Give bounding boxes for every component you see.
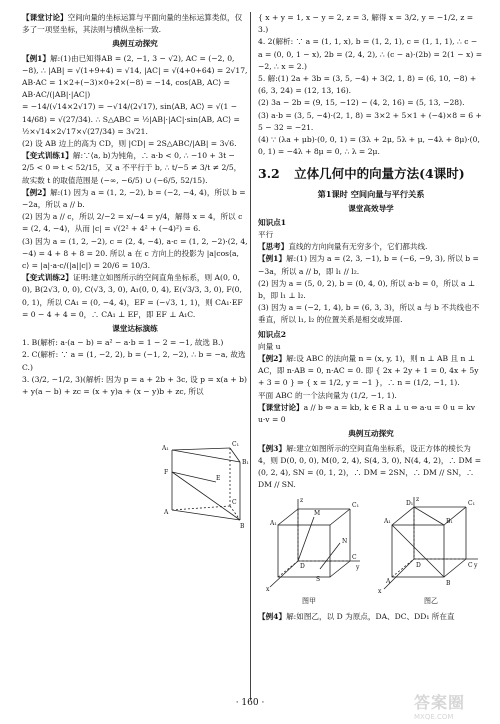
cube-edge <box>278 509 298 525</box>
cube-edge <box>392 507 414 525</box>
paragraph-tag: 【变式训练1】 <box>22 151 73 161</box>
watermark-logo <box>414 690 494 720</box>
paragraph-text: { x + y = 1, x − y = 2, z = 3, 解得 x = 3/2, y = −1/2, z = 3.) <box>258 13 474 35</box>
fig-label: z <box>416 496 420 504</box>
cube-edge <box>392 525 444 577</box>
cube-edge <box>444 559 466 577</box>
watermark-main: 答案圈 <box>414 693 466 712</box>
paragraph-text: 解:(1) 因为 a = (2, 3, −1), b = (−6, −9, 3), 所以 b = −3a，所以 a // b，即 l₁ // l₂. <box>258 254 479 276</box>
fig-label: C <box>352 554 357 562</box>
paragraph-text: (2) 因为 a = (5, 0, 2), b = (0, 4, 0), 所以 a·b = 0，所以 a ⊥ b，即 l₁ ⊥ l₂. <box>258 278 476 301</box>
left-column <box>22 12 248 398</box>
paragraph <box>258 278 484 302</box>
paragraph-text: a // b ⇔ a = kb, k ∈ R a ⊥ u ⇔ a·u = 0 u = kv u·v = 0 <box>258 402 476 425</box>
prism-edge <box>172 448 230 450</box>
paragraph-tag: 【例3】 <box>258 443 287 453</box>
fig-label: D <box>300 563 305 571</box>
axis-line <box>270 561 298 587</box>
paragraph-text: 解:(1)由已知得AB = (2, −1, 3 − √2), AC = (−2, 0, −8), ∴ |AB| = √(1+9+4) = √14, |AC| = √(4+0+64) = 2√17, AB·AC = 1×2+(−3)×0+2×(−8) = −14, cos⟨AB, AC⟩ = AB·AC/(|AB|·|AC|) <box>22 53 248 100</box>
paragraph-tag: 【例1】 <box>22 53 51 63</box>
paragraph <box>258 36 484 73</box>
fig-label: x <box>378 588 382 596</box>
paragraph <box>258 134 484 158</box>
paragraph <box>22 101 248 138</box>
fig-label: C₁ <box>232 441 239 448</box>
sub-heading: 课堂高效导学 <box>348 203 394 213</box>
paragraph-text: 3. (3/2, −1/2, 3)(解析: 因为 p = a + 2b + 3c, 设 p = x(a + b) + y(a − b) + zc = (x + y)a + (x − y)b + zc, 所以 <box>22 374 248 397</box>
paragraph <box>22 211 248 235</box>
paragraph-text: 解:设 ABC 的法向量 n = (x, y, 1)，则 n ⊥ AB 且 n ⊥ AC，即 n·AB = 0, n·AC = 0. 即 { 2x + 2y + 1 = 0, 4x + 5y + 3 = 0 } ⇒ { x = 1/2, y = −1 }，∴ n = (1/2, −1, 1). <box>258 354 479 388</box>
paragraph <box>258 353 484 390</box>
paragraph-tag: 【思考】 <box>258 242 289 252</box>
fig-label: B <box>240 523 245 530</box>
fig-label: y <box>356 564 360 572</box>
fig-label: F <box>164 469 169 476</box>
fig-label: A₁ <box>270 520 277 528</box>
paragraph-text: 直线的方向向量有无穷多个，它们都共线. <box>288 242 428 252</box>
paragraph <box>258 443 484 492</box>
fig-label: N <box>342 538 348 546</box>
paragraph-tag: 【例4】 <box>258 612 287 622</box>
paragraph-text: 证明:建立如图所示的空间直角坐标系，则 A(0, 0, 0), B(2√3, 0, 0), C(√3, 3, 0), A₁(0, 0, 4), E(√3/3, 3, 0), F(0, 0, 1)，所以 CA₁ = (0, −4, 4)，EF = (−√3, 1, 1)，则 CA₁·EF = 0 − 4 + 4 = 0，∴ CA₁ ⊥ EF，即 EF ⊥ A₁C. <box>22 273 243 319</box>
paragraph <box>258 402 484 426</box>
fig-label: A <box>164 509 169 516</box>
paragraph-text: (3) 因为 a = (−2, 1, 4), b = (6, 3, 3)，所以 a 与 b 不共线也不垂直，所以 l₁, l₂ 的位置关系是相交或异面. <box>258 303 480 325</box>
fig-label: C₁ <box>468 500 475 508</box>
paragraph-tag: 【课堂讨论】 <box>22 13 68 22</box>
paragraph-text: 解:建立如图所示的空间直角坐标系，设正方体的棱长为 4，则 D(0, 0, 0), M(0, 2, 4), S(4, 3, 0), N(4, 4, 2)，∴ DM = (0, 2, 4), SN = (0, 1, 2)，∴ DM = 2SN，∴ DM // SN，∴ DM // SN. <box>258 443 482 490</box>
paragraph-text: 2. C(解析: ∵ a = (1, −2, 2), b = (−1, 2, −2), ∴ b = −a, 故选 C.) <box>22 350 246 372</box>
paragraph-text: (3) a·b = (3, 5, −4)·(2, 1, 8) = 3×2 + 5×1 + (−4)×8 = 6 + 5 − 32 = −21. <box>258 110 482 132</box>
watermark-sub: MXQE.COM <box>414 713 454 721</box>
fig-label: x <box>266 586 270 594</box>
prism-figure <box>160 438 249 530</box>
cube-figure-b <box>376 495 482 595</box>
paragraph-text: (2) 3a − 2b = (9, 15, −12) − (4, 2, 16) = (5, 13, −28). <box>258 98 465 108</box>
fig-label: A₁ <box>384 518 391 526</box>
cube-edge <box>392 559 414 577</box>
paragraph-text: (2) 设 AB 边上的高为 CD，则 |CD| = 2S△ABC/|AB| = 3√6. <box>22 139 237 149</box>
section-title: 立体几何中的向量方法(4课时) <box>294 166 465 182</box>
paragraph <box>258 110 484 134</box>
paragraph <box>22 53 248 102</box>
sub-heading: 典例互动探究 <box>348 429 394 439</box>
paragraph <box>22 349 248 373</box>
paragraph-tag: 【例1】 <box>258 254 287 264</box>
paragraph <box>258 73 484 97</box>
fig-label: A <box>386 578 391 586</box>
fig-label: S <box>316 576 321 584</box>
fig-label: C₁ <box>352 502 359 510</box>
paragraph-text: (3) 因为 a = (1, 2, −2), c = (2, 4, −4), a·c = (1, 2, −2)·(2, 4, −4) = 4 + 8 + 8 = 20. 所以 a 在 c 方向上的投影为 |a|cos⟨a, c⟩ = |a|·a·c/(|a||c|) = 20/6 = 10/3. <box>22 236 248 271</box>
paragraph <box>22 150 248 187</box>
fig-label: D₁ <box>406 500 414 508</box>
paragraph <box>258 611 484 623</box>
paragraph-text: 平面 ABC 的一个法向量为 (1/2, −1, 1). <box>258 390 397 400</box>
paragraph-text: 4. 2(解析: ∵ a = (1, 1, x), b = (1, 2, 1), c = (1, 1, 1), ∴ c − a = (0, 0, 1 − x), 2b = (2, 4, 2), ∴ (c − a)·(2b) = 2(1 − x) = −2, ∴ x = 2.) <box>258 37 483 71</box>
paragraph-tag: 【例2】 <box>258 354 287 364</box>
sub-heading: 课堂达标演练 <box>112 324 158 334</box>
paragraph <box>258 229 484 241</box>
paragraph <box>22 12 248 36</box>
fig-label: B <box>446 580 451 588</box>
paragraph <box>258 241 484 253</box>
cube-edge <box>298 517 314 561</box>
cube-figure-a <box>264 495 364 595</box>
paragraph-text: 解:(1) 因为 a = (1, 2, −2), b = (−2, −4, 4)，所以 b = −2a，所以 a // b. <box>22 187 246 210</box>
knowledge-point: 知识点2 <box>258 329 287 339</box>
paragraph <box>258 253 484 277</box>
fig-label: D <box>416 562 421 570</box>
column-divider <box>250 12 251 700</box>
paragraph-text: 空间向量的坐标运算与平面向量的坐标运算类似，仅多了一项竖坐标，其法则与横纵坐标一致. <box>22 13 243 35</box>
fig-label: M <box>314 510 321 518</box>
page-number: · 160 · <box>235 698 265 708</box>
paragraph <box>22 138 248 150</box>
prism-edge <box>230 448 240 462</box>
paragraph-text: 平行 <box>258 230 274 240</box>
paragraph <box>22 272 248 321</box>
paragraph-text: 向量 u <box>258 341 281 351</box>
cube-figures <box>258 495 484 606</box>
fig-label: C <box>232 499 237 506</box>
section-number: 3.2 <box>258 166 280 182</box>
paragraph-text: 解:∵⟨a, b⟩为钝角，∴ a·b < 0, ∴ −10 + 3t − 2/5 < 0 ⇒ t < 52/15，又 a 不平行于 b, ∴ t/−5 ≠ 3/t ≠ 2/5，故实数 t 的取值范围是 (−∞, −6/5) ∪ (−6/5, 52/15). <box>22 151 242 185</box>
cube-edge <box>330 509 350 525</box>
paragraph-text: = −14/(√14×2√17) = −√14/(2√17), sin⟨AB, AC⟩ = √(1 − 14/68) = √(27/34). ∴ S△ABC = ½|AB|·|AC|·sin⟨AB, AC⟩ = ½×√14×2√17×√(27/34) = 3√21. <box>22 102 240 136</box>
paragraph-tag: 【例2】 <box>22 187 51 197</box>
paragraph <box>22 374 248 398</box>
right-column <box>258 12 484 624</box>
paragraph-text: (4) ∵ (λa + μb)·(0, 0, 1) = (3λ + 2μ, 5λ + μ, −4λ + 8μ)·(0, 0, 1) = −4λ + 8μ = 0, ∴ λ = 2μ. <box>258 135 480 157</box>
paragraph-tag: 【变式训练2】 <box>22 273 73 283</box>
paragraph-text: 1. B(解析: a·(a − b) = a² − a·b = 1 − 2 = −1, 故选 B.) <box>22 338 224 348</box>
knowledge-point: 知识点1 <box>258 217 287 227</box>
paragraph-text: 5. 解:(1) 2a + 3b = (3, 5, −4) + 3(2, 1, 8) = (6, 10, −8) + (6, 3, 24) = (12, 13, 16). <box>258 74 477 96</box>
section-heading <box>258 166 484 182</box>
fig-label: E <box>216 475 221 482</box>
paragraph-text: 解:如图乙，以 D 为原点，DA、DC、DD₁ 所在直 <box>286 612 455 622</box>
paragraph-text: (2) 因为 a // c，所以 2/−2 = x/−4 = y/4，解得 x = 4，所以 c = (2, 4, −4)，从而 |c| = √(2² + 4² + (−4)²) = 6. <box>22 212 243 234</box>
figure-caption-b: 图乙 <box>424 597 438 606</box>
fig-label: A₁ <box>162 445 169 452</box>
lesson-title: 第1课时 空间向量与平行关系 <box>317 189 425 200</box>
paragraph <box>258 302 484 326</box>
sub-heading: 典例互动探究 <box>112 39 158 49</box>
fig-label: B₁ <box>446 518 453 526</box>
paragraph-tag: 【课堂讨论】 <box>258 402 304 412</box>
cube-edge <box>330 561 350 577</box>
paragraph <box>258 12 484 36</box>
paragraph <box>22 337 248 349</box>
cube-edge <box>414 507 444 525</box>
fig-label: y <box>474 562 478 570</box>
fig-label: z <box>300 497 304 505</box>
paragraph <box>258 390 484 402</box>
paragraph <box>22 187 248 211</box>
paragraph <box>258 341 484 353</box>
prism-edge <box>172 510 240 520</box>
fig-label: C <box>468 562 473 570</box>
figure-caption-a: 图甲 <box>302 597 316 606</box>
paragraph <box>258 97 484 109</box>
prism-edge <box>230 506 240 520</box>
fig-label: B₁ <box>242 459 249 466</box>
paragraph <box>22 236 248 273</box>
